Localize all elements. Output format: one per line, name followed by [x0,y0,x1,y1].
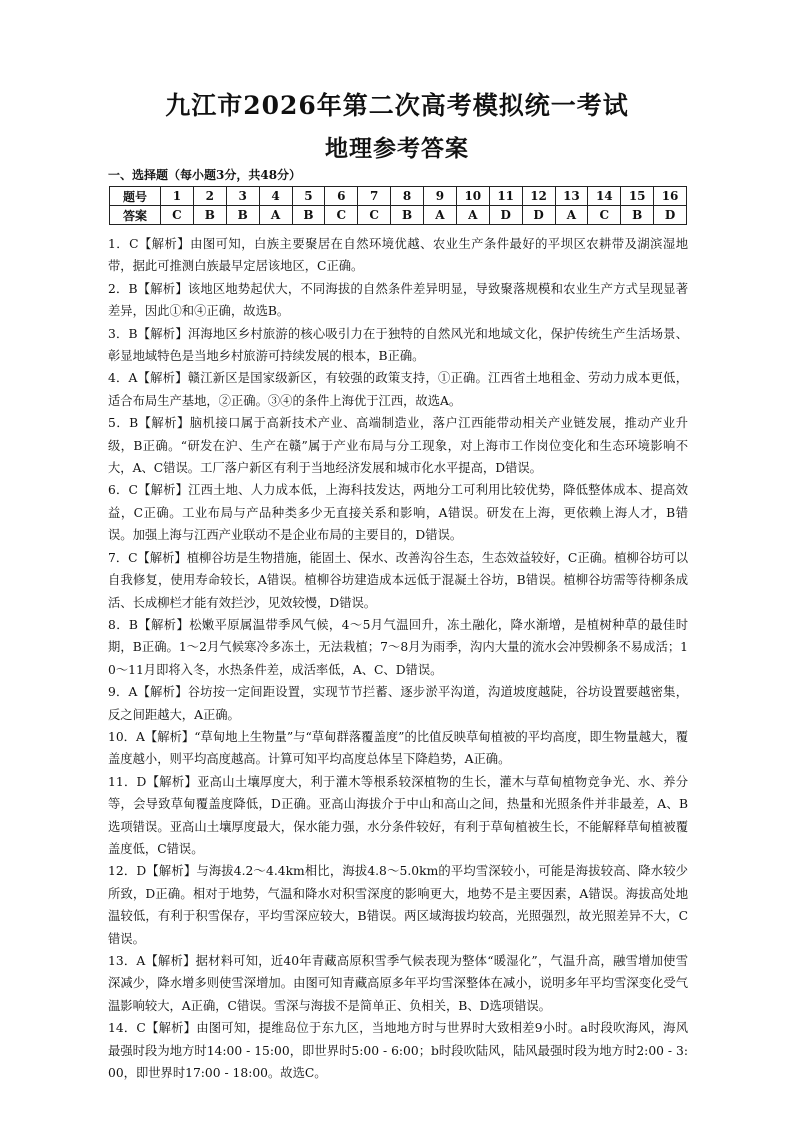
question-number: 14 [588,187,621,206]
row-label-answer: 答案 [110,206,161,225]
answer-row [110,206,687,225]
question-number: 11 [489,187,522,206]
question-number: 7 [358,187,391,206]
explanation-item: 3．B【解析】洱海地区乡村旅游的核心吸引力在于独特的自然风光和地域文化，保护传统生产生活场景、彰显地域特色是当地乡村旅游可持续发展的根本，B正确。 [108,326,688,364]
answer-cell: D [654,206,687,225]
explanation-item: 10．A【解析】“草甸地上生物量”与“草甸群落覆盖度”的比值反映草甸植被的平均高度，即生物量越大，覆盖度越小，则平均高度越高。计算可知平均高度总体呈下降趋势，A正确。 [108,729,688,767]
answer-cell: B [193,206,226,225]
answer-cell: A [259,206,292,225]
question-number: 13 [555,187,588,206]
explanation-item: 14．C【解析】由图可知，提维岛位于东九区，当地地方时与世界时大致相差9小时。a时段吹海风，海风最强时段为地方时14:00 - 15:00，即世界时5:00 - 6:00；b时段吹陆风，陆风最强时段为地方时2:00 - 3:00，即世界时17:00 - 18:00。故选C。 [108,1021,688,1081]
answer-cell: B [292,206,325,225]
explanation-item: 4．A【解析】赣江新区是国家级新区，有较强的政策支持，①正确。江西省土地租金、劳动力成本更低，适合布局生产基地，②正确。③④的条件上海优于江西，故选A。 [108,371,688,408]
answer-cell: C [588,206,621,225]
row-label-question: 题号 [110,187,161,206]
answer-cell: B [226,206,259,225]
question-number-row [110,187,687,206]
answer-cell: B [621,206,654,225]
question-number: 4 [259,187,292,206]
answer-cell: C [161,206,194,225]
explanation-item: 7．C【解析】植柳谷坊是生物措施，能固土、保水、改善沟谷生态，生态效益较好，C正确。植柳谷坊可以自我修复，使用寿命较长，A错误。植柳谷坊建造成本远低于混凝土谷坊，B错误。植柳谷坊需等待柳条成活、长成柳栏才能有效拦沙，见效较慢，D错误。 [108,550,689,610]
explanation-item: 11．D【解析】亚高山土壤厚度大，利于灌木等根系较深植物的生长，灌木与草甸植物竞争光、水、养分等，会导致草甸覆盖度降低，D正确。亚高山海拔介于中山和高山之间，热量和光照条件并非最差，A、B选项错误。亚高山土壤厚度最大，保水能力强，水分条件较好，有利于草甸植被生长，不能解释草甸植被覆盖度低，C错误。 [108,774,688,856]
explanation-item: 8．B【解析】松嫩平原属温带季风气候，4～5月气温回升，冻土融化，降水渐增，是植树种草的最佳时期，B正确。1～2月气候寒冷多冻土，无法栽植；7～8月为雨季，沟内大量的流水会冲毁柳条不易成活；10～11月即将入冬，水热条件差，成活率低，A、C、D错误。 [108,617,688,677]
question-number: 15 [621,187,654,206]
question-number: 12 [522,187,555,206]
question-number: 16 [654,187,687,206]
explanation-item: 5．B【解析】脑机接口属于高新技术产业、高端制造业，落户江西能带动相关产业链发展，推动产业升级，B正确。“研发在沪、生产在赣”属于产业布局与分工现象，对上海市工作岗位变化和生态环境影响不大，A、C错误。工厂落户新区有利于当地经济发展和城市化水平提高，D错误。 [108,416,688,476]
exam-title: 九江市2026年第二次高考模拟统一考试 [165,91,629,120]
explanation-item: 9．A【解析】谷坊按一定间距设置，实现节节拦蓄、逐步淤平沟道，沟道坡度越陡，谷坊设置要越密集，反之间距越大，A正确。 [108,685,688,722]
explanation-item: 6．C【解析】江西土地、人力成本低，上海科技发达，两地分工可利用比较优势，降低整体成本、提高效益，C正确。工业布局与产品种类多少无直接关系和影响，A错误。研发在上海，更依赖上海人才，B错误。加强上海与江西产业联动不是企业布局的主要目的，D错误。 [108,483,688,543]
question-number: 1 [161,187,194,206]
explanation-list [108,233,688,1084]
answer-cell: A [555,206,588,225]
question-number: 2 [193,187,226,206]
answer-cell: C [325,206,358,225]
question-number: 3 [226,187,259,206]
question-number: 9 [424,187,457,206]
question-number: 5 [292,187,325,206]
answer-cell: D [489,206,522,225]
question-number: 6 [325,187,358,206]
answer-table [109,186,687,225]
answer-cell: D [522,206,555,225]
explanation-item: 12．D【解析】与海拔4.2～4.4km相比，海拔4.8～5.0km的平均雪深较小，可能是海拔较高、降水较少所致，D正确。相对于地势，气温和降水对积雪深度的影响更大，地势不是主要因素，A错误。海拔高处地温较低，有利于积雪保存，平均雪深应较大，B错误。两区域海拔均较高，光照强烈，故光照差异不大，C错误。 [108,864,688,946]
section-heading: 一、选择题（每小题3分，共48分） [108,168,302,182]
answer-cell: B [391,206,424,225]
question-number: 10 [456,187,489,206]
explanation-item: 1．C【解析】由图可知，白族主要聚居在自然环境优越、农业生产条件最好的平坝区农耕带及湖滨湿地带，据此可推测白族最早定居该地区，C正确。 [108,237,688,274]
question-number: 8 [391,187,424,206]
answer-cell: C [358,206,391,225]
answer-cell: A [456,206,489,225]
explanation-item: 2．B【解析】该地区地势起伏大，不同海拔的自然条件差异明显，导致聚落规模和农业生产方式呈现显著差异，因此①和④正确，故选B。 [108,281,688,319]
answer-cell: A [424,206,457,225]
explanation-item: 13．A【解析】据材料可知，近40年青藏高原积雪季气候表现为整体“暖湿化”，气温升高，融雪增加使雪深减少，降水增多则使雪深增加。由图可知青藏高原多年平均雪深整体在减小，说明多年平均雪深变化受气温影响较大，A正确，C错误。雪深与海拔不是简单正、负相关，B、D选项错误。 [108,954,688,1013]
document-subtitle: 地理参考答案 [325,135,469,162]
